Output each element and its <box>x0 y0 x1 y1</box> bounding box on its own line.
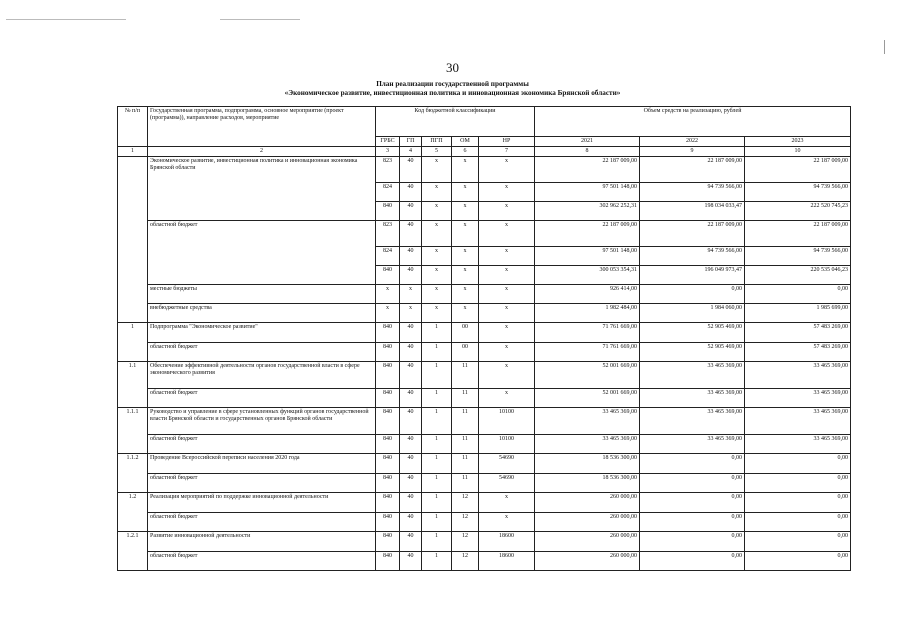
table-row <box>118 435 851 454</box>
cell-om: х <box>452 221 479 247</box>
cell-2021: 33 465 369,00 <box>535 435 640 454</box>
cell-2023: 0,00 <box>745 474 851 493</box>
table-row <box>118 408 851 435</box>
cell-grbs: х <box>376 285 400 304</box>
cell-name: областной бюджет <box>148 474 376 493</box>
header-funding: Объем средств на реализацию, рублей <box>535 107 851 137</box>
cell-nr: 18600 <box>479 532 535 552</box>
cell-2023: 222 520 745,23 <box>745 202 851 221</box>
cell-nr: х <box>479 183 535 202</box>
cell-grbs: 840 <box>376 435 400 454</box>
cell-2022: 33 465 369,00 <box>640 408 745 435</box>
cell-2021: 52 001 669,00 <box>535 362 640 389</box>
document-title <box>0 80 905 98</box>
cell-pgp: 1 <box>422 493 452 513</box>
cell-grbs: 840 <box>376 513 400 532</box>
cell-pgp: 1 <box>422 343 452 362</box>
cell-om: 00 <box>452 323 479 343</box>
cell-om: х <box>452 304 479 323</box>
header-num: № п/п <box>118 107 148 147</box>
table-row <box>118 389 851 408</box>
cell-gp: 40 <box>400 435 422 454</box>
cell-2022: 0,00 <box>640 474 745 493</box>
cell-pgp: 1 <box>422 474 452 493</box>
cell-grbs: 823 <box>376 157 400 183</box>
cell-om: 11 <box>452 408 479 435</box>
column-number: 9 <box>640 147 745 157</box>
cell-name: Развитие инновационной деятельности <box>148 532 376 552</box>
column-number: 7 <box>479 147 535 157</box>
header-2021: 2021 <box>535 137 640 147</box>
cell-pgp: х <box>422 157 452 183</box>
column-number: 4 <box>400 147 422 157</box>
table-row <box>118 454 851 474</box>
table-row <box>118 532 851 552</box>
cell-om: х <box>452 266 479 285</box>
column-number: 8 <box>535 147 640 157</box>
cell-2023: 22 187 009,00 <box>745 221 851 247</box>
table-row <box>118 221 851 247</box>
cell-gp: 40 <box>400 202 422 221</box>
cell-2022: 52 905 469,00 <box>640 323 745 343</box>
cell-2023: 0,00 <box>745 513 851 532</box>
cell-nr: 10100 <box>479 408 535 435</box>
cell-num: 1 <box>118 323 148 362</box>
cell-2021: 300 053 354,31 <box>535 266 640 285</box>
cell-pgp: 1 <box>422 532 452 552</box>
cell-om: 12 <box>452 532 479 552</box>
cell-om: 11 <box>452 362 479 389</box>
cell-2021: 97 501 148,00 <box>535 247 640 266</box>
cell-2023: 33 465 369,00 <box>745 362 851 389</box>
cell-om: 00 <box>452 343 479 362</box>
table-row <box>118 474 851 493</box>
cell-nr: х <box>479 362 535 389</box>
cell-gp: 40 <box>400 532 422 552</box>
header-om: ОМ <box>452 137 479 147</box>
cell-nr: х <box>479 323 535 343</box>
column-number: 5 <box>422 147 452 157</box>
cell-nr: 10100 <box>479 435 535 454</box>
cell-2023: 0,00 <box>745 454 851 474</box>
cell-2023: 1 985 699,00 <box>745 304 851 323</box>
cell-grbs: 840 <box>376 493 400 513</box>
cell-2022: 33 465 369,00 <box>640 435 745 454</box>
plan-table <box>117 106 851 571</box>
cell-2023: 22 187 009,00 <box>745 157 851 183</box>
table-row <box>118 323 851 343</box>
cell-name: Проведение Всероссийской переписи населения 2020 года <box>148 454 376 474</box>
table-row <box>118 493 851 513</box>
cell-name: областной бюджет <box>148 221 376 285</box>
cell-2022: 33 465 369,00 <box>640 362 745 389</box>
cell-name: областной бюджет <box>148 513 376 532</box>
cell-2023: 57 483 269,00 <box>745 343 851 362</box>
cell-pgp: 1 <box>422 513 452 532</box>
cell-2023: 57 483 269,00 <box>745 323 851 343</box>
cell-num: 1.1 <box>118 362 148 408</box>
cell-pgp: х <box>422 202 452 221</box>
cell-pgp: 1 <box>422 435 452 454</box>
cell-2023: 0,00 <box>745 493 851 513</box>
cell-nr: 54690 <box>479 474 535 493</box>
cell-pgp: 1 <box>422 323 452 343</box>
cell-2022: 22 187 009,00 <box>640 221 745 247</box>
cell-pgp: х <box>422 247 452 266</box>
cell-grbs: 824 <box>376 183 400 202</box>
cell-2023: 33 465 369,00 <box>745 435 851 454</box>
cell-2022: 0,00 <box>640 552 745 571</box>
cell-gp: 40 <box>400 513 422 532</box>
cell-pgp: х <box>422 183 452 202</box>
cell-name: внебюджетные средства <box>148 304 376 323</box>
header-budget-code: Код бюджетной классификации <box>376 107 535 137</box>
cell-pgp: х <box>422 285 452 304</box>
cell-grbs: 840 <box>376 202 400 221</box>
cell-2022: 94 739 566,00 <box>640 183 745 202</box>
cell-om: 12 <box>452 513 479 532</box>
header-name: Государственная программа, подпрограмма, основное мероприятие (проект (программа)), направление расходов, мероприятие <box>148 107 376 147</box>
cell-om: 11 <box>452 474 479 493</box>
cell-2023: 220 535 046,23 <box>745 266 851 285</box>
cell-num: 1.2 <box>118 493 148 532</box>
cell-nr: 54690 <box>479 454 535 474</box>
scan-artifact-top-middle <box>220 19 300 20</box>
cell-grbs: 840 <box>376 323 400 343</box>
cell-nr: х <box>479 493 535 513</box>
table-row <box>118 552 851 571</box>
cell-2021: 260 000,00 <box>535 513 640 532</box>
cell-grbs: х <box>376 304 400 323</box>
cell-grbs: 840 <box>376 552 400 571</box>
cell-name: местные бюджеты <box>148 285 376 304</box>
cell-om: х <box>452 183 479 202</box>
cell-2023: 94 739 566,00 <box>745 247 851 266</box>
cell-om: х <box>452 285 479 304</box>
cell-pgp: 1 <box>422 389 452 408</box>
column-number-row <box>118 147 851 157</box>
cell-2021: 260 000,00 <box>535 493 640 513</box>
cell-gp: 40 <box>400 266 422 285</box>
cell-grbs: 823 <box>376 221 400 247</box>
cell-gp: 40 <box>400 474 422 493</box>
cell-num <box>118 157 148 323</box>
cell-grbs: 840 <box>376 408 400 435</box>
cell-name: областной бюджет <box>148 435 376 454</box>
cell-pgp: 1 <box>422 408 452 435</box>
cell-om: 11 <box>452 389 479 408</box>
cell-gp: 40 <box>400 183 422 202</box>
cell-name: областной бюджет <box>148 389 376 408</box>
cell-name: областной бюджет <box>148 552 376 571</box>
cell-pgp: 1 <box>422 454 452 474</box>
cell-2023: 0,00 <box>745 552 851 571</box>
cell-gp: 40 <box>400 157 422 183</box>
cell-nr: х <box>479 304 535 323</box>
page-number: 30 <box>446 60 459 75</box>
column-number: 6 <box>452 147 479 157</box>
cell-gp: х <box>400 304 422 323</box>
cell-2021: 302 962 252,31 <box>535 202 640 221</box>
cell-name: Обеспечение эффективной деятельности органов государственной власти в сфере экономического развития <box>148 362 376 389</box>
cell-grbs: 840 <box>376 389 400 408</box>
cell-gp: 40 <box>400 493 422 513</box>
header-grbs: ГРБС <box>376 137 400 147</box>
cell-gp: 40 <box>400 408 422 435</box>
cell-name: Руководство и управление в сфере установленных функций органов государственной власти Брянской области и государственных органов Брянской области <box>148 408 376 435</box>
cell-2021: 71 761 669,00 <box>535 343 640 362</box>
cell-grbs: 840 <box>376 474 400 493</box>
cell-2021: 71 761 669,00 <box>535 323 640 343</box>
cell-grbs: 840 <box>376 343 400 362</box>
cell-om: х <box>452 202 479 221</box>
cell-gp: 40 <box>400 221 422 247</box>
cell-nr: х <box>479 389 535 408</box>
cell-2022: 0,00 <box>640 532 745 552</box>
cell-grbs: 824 <box>376 247 400 266</box>
cell-gp: 40 <box>400 247 422 266</box>
cell-pgp: х <box>422 266 452 285</box>
title-line-2: «Экономическое развитие, инвестиционная политика и инновационная экономика Брянской области» <box>284 89 621 97</box>
table-row <box>118 304 851 323</box>
table-row <box>118 285 851 304</box>
header-2023: 2023 <box>745 137 851 147</box>
table-row <box>118 343 851 362</box>
cell-nr: 18600 <box>479 552 535 571</box>
cell-gp: 40 <box>400 454 422 474</box>
cell-nr: х <box>479 157 535 183</box>
header-gp: ГП <box>400 137 422 147</box>
table-row <box>118 362 851 389</box>
cell-om: 12 <box>452 493 479 513</box>
cell-grbs: 840 <box>376 532 400 552</box>
cell-name: Экономическое развитие, инвестиционная политика и инновационная экономика Брянской области <box>148 157 376 221</box>
cell-2021: 18 536 300,00 <box>535 474 640 493</box>
scan-artifact-right-edge <box>884 40 885 54</box>
cell-2021: 18 536 300,00 <box>535 454 640 474</box>
cell-om: х <box>452 247 479 266</box>
cell-2022: 0,00 <box>640 493 745 513</box>
cell-2021: 33 465 369,00 <box>535 408 640 435</box>
cell-2021: 1 982 484,00 <box>535 304 640 323</box>
cell-pgp: х <box>422 304 452 323</box>
cell-gp: 40 <box>400 389 422 408</box>
cell-2021: 22 187 009,00 <box>535 221 640 247</box>
cell-name: Подпрограмма "Экономическое развитие" <box>148 323 376 343</box>
cell-nr: х <box>479 266 535 285</box>
cell-nr: х <box>479 513 535 532</box>
cell-2021: 260 000,00 <box>535 532 640 552</box>
cell-num: 1.1.1 <box>118 408 148 454</box>
scan-artifact-top-left <box>6 19 126 20</box>
cell-grbs: 840 <box>376 266 400 285</box>
cell-2022: 33 465 369,00 <box>640 389 745 408</box>
cell-gp: 40 <box>400 323 422 343</box>
cell-grbs: 840 <box>376 362 400 389</box>
cell-name: областной бюджет <box>148 343 376 362</box>
header-nr: НР <box>479 137 535 147</box>
column-number: 3 <box>376 147 400 157</box>
header-2022: 2022 <box>640 137 745 147</box>
cell-om: 11 <box>452 454 479 474</box>
cell-2022: 0,00 <box>640 454 745 474</box>
cell-gp: 40 <box>400 552 422 571</box>
cell-pgp: 1 <box>422 362 452 389</box>
cell-2021: 52 001 669,00 <box>535 389 640 408</box>
cell-om: 11 <box>452 435 479 454</box>
cell-2021: 22 187 009,00 <box>535 157 640 183</box>
column-number: 10 <box>745 147 851 157</box>
column-number: 2 <box>148 147 376 157</box>
column-number: 1 <box>118 147 148 157</box>
cell-2023: 33 465 369,00 <box>745 408 851 435</box>
cell-num: 1.1.2 <box>118 454 148 493</box>
cell-2022: 0,00 <box>640 285 745 304</box>
cell-2021: 97 501 148,00 <box>535 183 640 202</box>
cell-2021: 260 000,00 <box>535 552 640 571</box>
cell-om: 12 <box>452 552 479 571</box>
cell-gp: 40 <box>400 343 422 362</box>
cell-nr: х <box>479 247 535 266</box>
cell-nr: х <box>479 221 535 247</box>
cell-2022: 196 049 973,47 <box>640 266 745 285</box>
cell-gp: х <box>400 285 422 304</box>
title-line-1: План реализации государственной программы <box>376 80 529 88</box>
cell-2023: 33 465 369,00 <box>745 389 851 408</box>
cell-nr: х <box>479 285 535 304</box>
cell-pgp: х <box>422 221 452 247</box>
table-row <box>118 157 851 183</box>
cell-grbs: 840 <box>376 454 400 474</box>
cell-2023: 94 739 566,00 <box>745 183 851 202</box>
cell-name: Реализация мероприятий по поддержке инновационной деятельности <box>148 493 376 513</box>
cell-pgp: 1 <box>422 552 452 571</box>
cell-nr: х <box>479 343 535 362</box>
cell-2022: 94 739 566,00 <box>640 247 745 266</box>
cell-2022: 198 034 033,47 <box>640 202 745 221</box>
cell-2023: 0,00 <box>745 532 851 552</box>
cell-num: 1.2.1 <box>118 532 148 571</box>
header-pgp: ПГП <box>422 137 452 147</box>
cell-gp: 40 <box>400 362 422 389</box>
cell-2022: 52 905 469,00 <box>640 343 745 362</box>
cell-2022: 1 984 060,00 <box>640 304 745 323</box>
table-row <box>118 513 851 532</box>
cell-2023: 0,00 <box>745 285 851 304</box>
cell-om: х <box>452 157 479 183</box>
cell-2021: 926 414,00 <box>535 285 640 304</box>
cell-nr: х <box>479 202 535 221</box>
cell-2022: 22 187 009,00 <box>640 157 745 183</box>
cell-2022: 0,00 <box>640 513 745 532</box>
